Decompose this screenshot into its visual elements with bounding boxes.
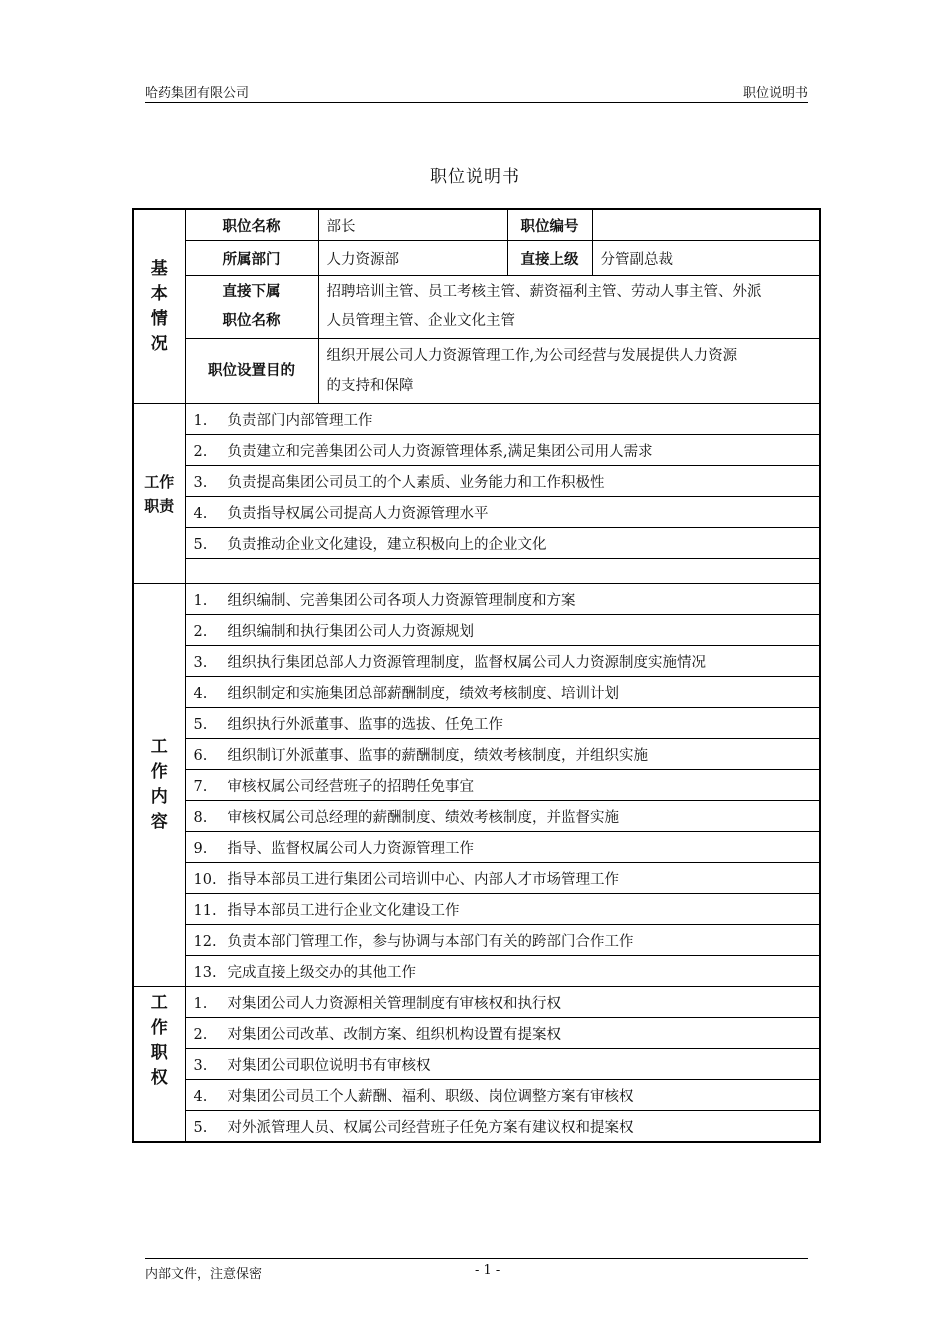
content-item: 8. 审核权属公司总经理的薪酬制度、绩效考核制度，并监督实施 xyxy=(185,801,820,832)
subordinates-label: 直接下属 职位名称 xyxy=(185,276,318,339)
dept-value: 人力资源部 xyxy=(318,241,507,276)
superior-value: 分管副总裁 xyxy=(592,241,820,276)
purpose-value: 组织开展公司人力资源管理工作,为公司经营与发展提供人力资源 的支持和保障 xyxy=(318,339,820,404)
content-row xyxy=(133,925,820,956)
section-content: 工 作 内 容 xyxy=(133,584,185,987)
dept-label: 所属部门 xyxy=(185,241,318,276)
section-basic: 基 本 情 况 xyxy=(133,209,185,404)
duty-row xyxy=(133,466,820,497)
content-row xyxy=(133,801,820,832)
content-item: 3. 组织执行集团总部人力资源管理制度，监督权属公司人力资源制度实施情况 xyxy=(185,646,820,677)
duty-item: 5. 负责推动企业文化建设，建立积极向上的企业文化 xyxy=(185,528,820,559)
authority-item: 2. 对集团公司改革、改制方案、组织机构设置有提案权 xyxy=(185,1018,820,1049)
basic-row-purpose xyxy=(133,339,820,404)
authority-item: 4. 对集团公司员工个人薪酬、福利、职级、岗位调整方案有审核权 xyxy=(185,1080,820,1111)
content-row xyxy=(133,739,820,770)
content-item: 1. 组织编制、完善集团公司各项人力资源管理制度和方案 xyxy=(185,584,820,615)
content-row xyxy=(133,832,820,863)
content-item: 9. 指导、监督权属公司人力资源管理工作 xyxy=(185,832,820,863)
content-row xyxy=(133,646,820,677)
page-footer xyxy=(145,1258,808,1283)
document-title: 职位说明书 xyxy=(430,167,520,187)
content-item: 4. 组织制定和实施集团总部薪酬制度，绩效考核制度、培训计划 xyxy=(185,677,820,708)
content-item: 6. 组织制订外派董事、监事的薪酬制度，绩效考核制度，并组织实施 xyxy=(185,739,820,770)
content-item: 13. 完成直接上级交办的其他工作 xyxy=(185,956,820,987)
superior-label: 直接上级 xyxy=(507,241,592,276)
header-doc-type: 职位说明书 xyxy=(742,86,808,101)
authority-item: 3. 对集团公司职位说明书有审核权 xyxy=(185,1049,820,1080)
page-header xyxy=(145,80,808,103)
content-row xyxy=(133,615,820,646)
content-row xyxy=(133,584,820,615)
content-item: 5. 组织执行外派董事、监事的选拔、任免工作 xyxy=(185,708,820,739)
basic-row-dept xyxy=(133,241,820,276)
duty-item: 4. 负责指导权属公司提高人力资源管理水平 xyxy=(185,497,820,528)
content-item: 7. 审核权属公司经营班子的招聘任免事宜 xyxy=(185,770,820,801)
section-authority: 工 作 职 权 xyxy=(133,987,185,1143)
duty-row xyxy=(133,497,820,528)
duty-item: 3. 负责提高集团公司员工的个人素质、业务能力和工作积极性 xyxy=(185,466,820,497)
content-row xyxy=(133,708,820,739)
authority-row xyxy=(133,1080,820,1111)
footer-note: 内部文件，注意保密 xyxy=(145,1267,263,1282)
header-company: 哈药集团有限公司 xyxy=(145,86,250,101)
content-row xyxy=(133,894,820,925)
authority-item: 1. 对集团公司人力资源相关管理制度有审核权和执行权 xyxy=(185,987,820,1018)
content-item: 10. 指导本部员工进行集团公司培训中心、内部人才市场管理工作 xyxy=(185,863,820,894)
content-item: 11. 指导本部员工进行企业文化建设工作 xyxy=(185,894,820,925)
section-duties: 工作 职责 xyxy=(133,404,185,584)
content-row xyxy=(133,956,820,987)
position-name-value: 部长 xyxy=(318,209,507,241)
duty-item-empty xyxy=(185,559,820,584)
duty-row-empty xyxy=(133,559,820,584)
position-code-value xyxy=(592,209,820,241)
content-row xyxy=(133,770,820,801)
basic-row-subordinates xyxy=(133,276,820,339)
authority-item: 5. 对外派管理人员、权属公司经营班子任免方案有建议权和提案权 xyxy=(185,1111,820,1143)
authority-row xyxy=(133,1018,820,1049)
content-row xyxy=(133,863,820,894)
duty-item: 2. 负责建立和完善集团公司人力资源管理体系,满足集团公司用人需求 xyxy=(185,435,820,466)
content-row xyxy=(133,677,820,708)
content-item: 12. 负责本部门管理工作，参与协调与本部门有关的跨部门合作工作 xyxy=(185,925,820,956)
position-code-label: 职位编号 xyxy=(507,209,592,241)
authority-row xyxy=(133,1049,820,1080)
content-item: 2. 组织编制和执行集团公司人力资源规划 xyxy=(185,615,820,646)
authority-row xyxy=(133,1111,820,1143)
duty-item: 1. 负责部门内部管理工作 xyxy=(185,404,820,435)
position-name-label: 职位名称 xyxy=(185,209,318,241)
job-description-table xyxy=(132,208,821,1143)
subordinates-value: 招聘培训主管、员工考核主管、薪资福利主管、劳动人事主管、外派 人员管理主管、企业文化主管 xyxy=(318,276,820,339)
authority-row xyxy=(133,987,820,1018)
duty-row xyxy=(133,528,820,559)
duty-row xyxy=(133,404,820,435)
basic-row-name xyxy=(133,209,820,241)
page-number: - 1 - xyxy=(475,1263,501,1278)
duty-row xyxy=(133,435,820,466)
purpose-label: 职位设置目的 xyxy=(185,339,318,404)
